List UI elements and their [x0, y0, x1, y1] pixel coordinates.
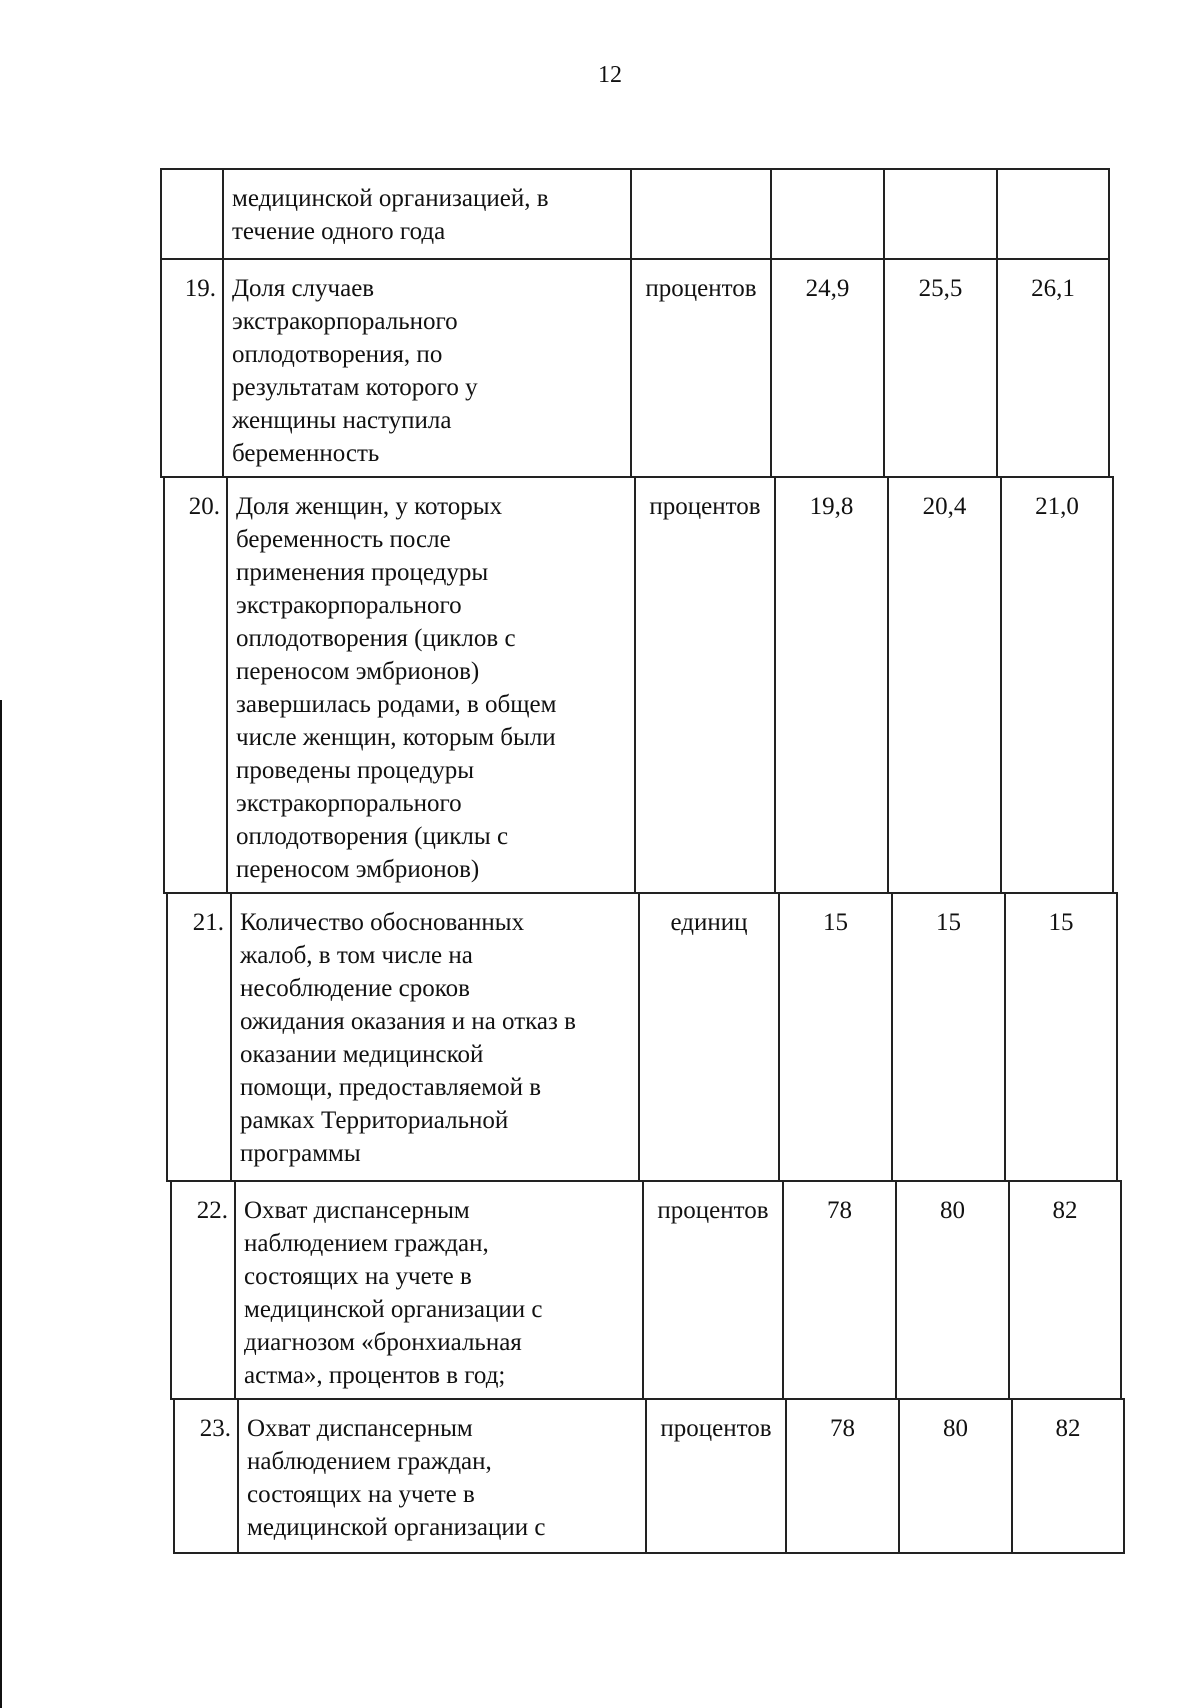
- value-cell: 19,8: [774, 476, 889, 894]
- value-cell: 21,0: [1000, 476, 1114, 894]
- value-cell: 25,5: [883, 258, 998, 478]
- indicator-name: медицинской организацией, в течение одного года: [222, 168, 632, 260]
- indicator-name: Охват диспансерным наблюдением граждан, состоящих на учете в медицинской организации с диагнозом «бронхиальная астма», процентов в год;: [234, 1180, 644, 1400]
- value-cell: 15: [1004, 892, 1118, 1182]
- value-cell: 78: [782, 1180, 897, 1400]
- unit-cell: единиц: [638, 892, 780, 1182]
- value-cell: 78: [785, 1398, 900, 1554]
- row-number: 22.: [170, 1180, 236, 1400]
- value-cell: 24,9: [770, 258, 885, 478]
- unit-cell: [630, 168, 772, 260]
- value-cell: 80: [898, 1398, 1013, 1554]
- indicator-name: Доля женщин, у которых беременность после применения процедуры экстракорпорального оплодотворения (циклов с переносом эмбрионов) завершилась родами, в общем числе женщин, которым были проведены процедуры экстракорпорального оплодотворения (циклы с переносом эмбрионов): [226, 476, 636, 894]
- indicator-name: Охват диспансерным наблюдением граждан, состоящих на учете в медицинской организации с: [237, 1398, 647, 1554]
- row-number: 19.: [160, 258, 224, 478]
- unit-cell: процентов: [645, 1398, 787, 1554]
- indicator-name: Количество обоснованных жалоб, в том числе на несоблюдение сроков ожидания оказания и на отказ в оказании медицинской помощи, предоставляемой в рамках Территориальной программы: [230, 892, 640, 1182]
- value-cell: 80: [895, 1180, 1010, 1400]
- indicator-name: Доля случаев экстракорпорального оплодотворения, по результатам которого у женщины наступила беременность: [222, 258, 632, 478]
- row-number: 21.: [166, 892, 232, 1182]
- page-number: 12: [598, 62, 622, 88]
- row-number: 20.: [163, 476, 228, 894]
- value-cell: [996, 168, 1110, 260]
- value-cell: 26,1: [996, 258, 1110, 478]
- row-number: 23.: [173, 1398, 239, 1554]
- value-cell: 15: [778, 892, 893, 1182]
- row-number: [160, 168, 224, 260]
- unit-cell: процентов: [642, 1180, 784, 1400]
- value-cell: [883, 168, 998, 260]
- unit-cell: процентов: [630, 258, 772, 478]
- value-cell: [770, 168, 885, 260]
- value-cell: 15: [891, 892, 1006, 1182]
- unit-cell: процентов: [634, 476, 776, 894]
- value-cell: 82: [1008, 1180, 1122, 1400]
- value-cell: 20,4: [887, 476, 1002, 894]
- value-cell: 82: [1011, 1398, 1125, 1554]
